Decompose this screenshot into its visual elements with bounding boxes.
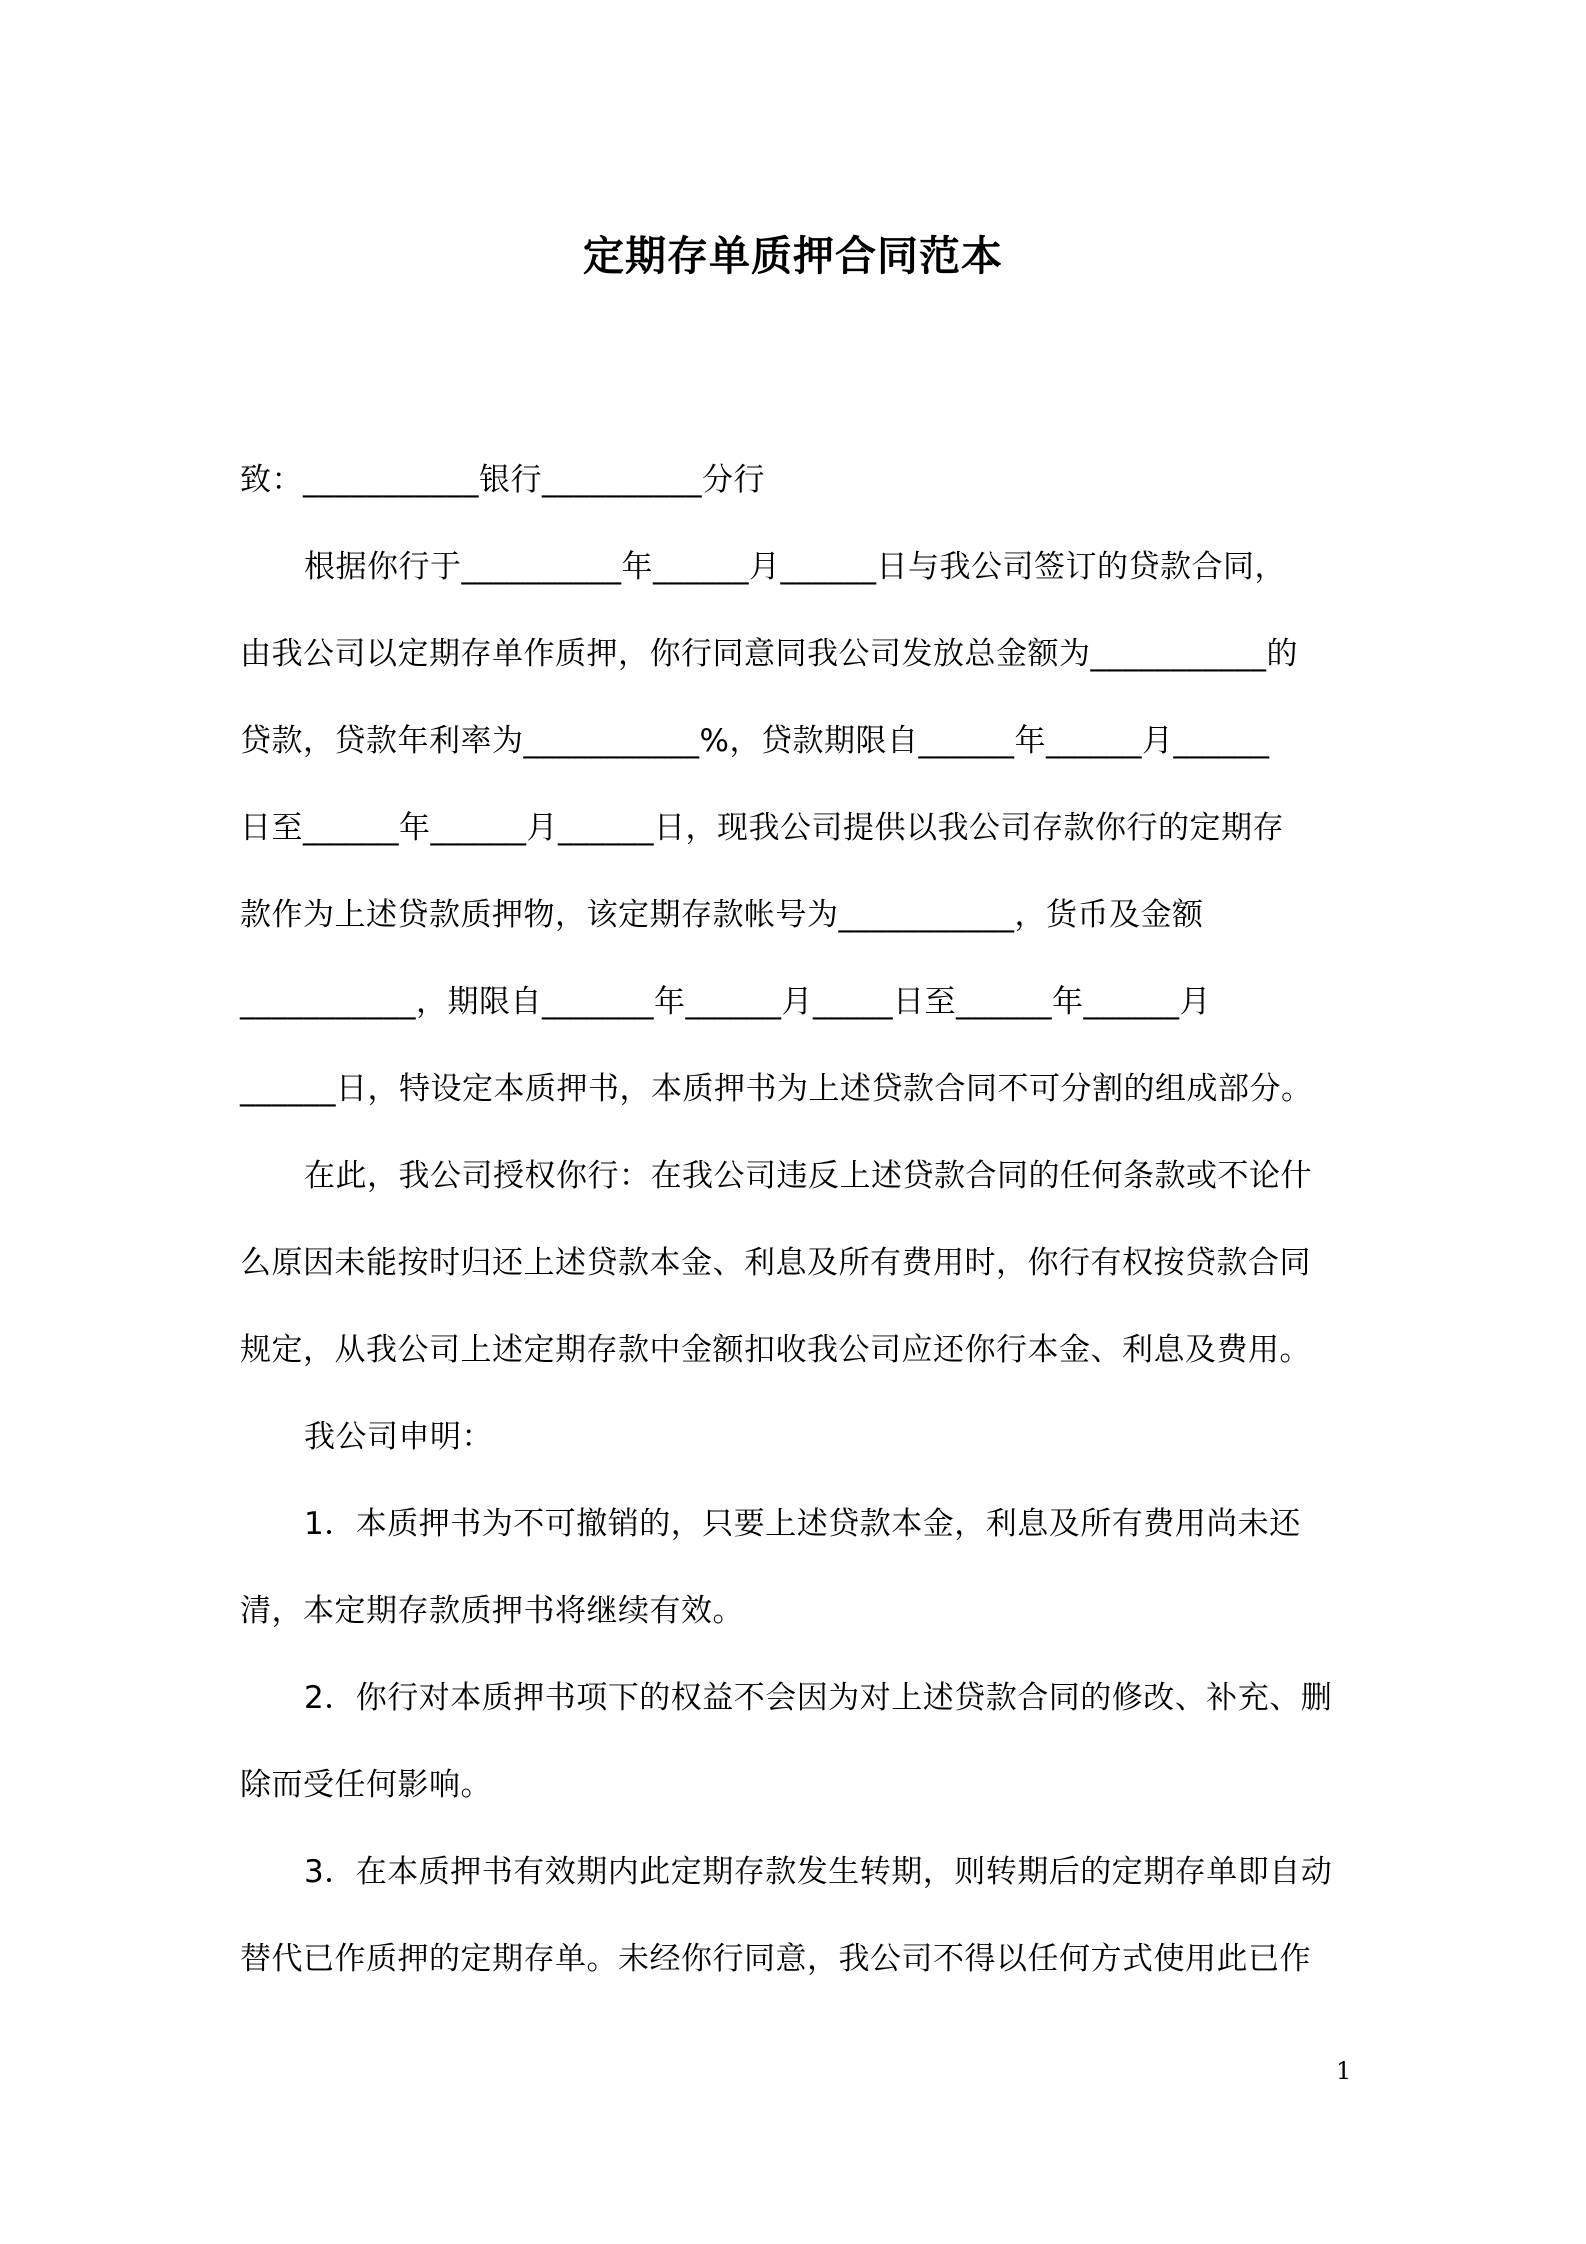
paragraph-line: 根据你行于__________年______月______日与我公司签订的贷款合同， xyxy=(304,549,1286,585)
declaration-heading: 我公司申明： xyxy=(304,1419,493,1455)
clause-line: 3．在本质押书有效期内此定期存款发生转期，则转期后的定期存单即自动 xyxy=(304,1854,1333,1890)
clause-line: 2．你行对本质押书项下的权益不会因为对上述贷款合同的修改、补充、删 xyxy=(304,1680,1333,1716)
document-title: 定期存单质押合同范本 xyxy=(583,232,1003,280)
clause-line: 除而受任何影响。 xyxy=(240,1767,492,1803)
paragraph-line: 在此，我公司授权你行：在我公司违反上述贷款合同的任何条款或不论什 xyxy=(304,1158,1312,1194)
paragraph-line: 日至______年______月______日，现我公司提供以我公司存款你行的定期存 xyxy=(240,810,1284,846)
paragraph-line: 规定，从我公司上述定期存款中金额扣收我公司应还你行本金、利息及费用。 xyxy=(240,1332,1311,1368)
paragraph-line: 款作为上述贷款质押物，该定期存款帐号为___________，货币及金额 xyxy=(240,897,1204,933)
clause-line: 1．本质押书为不可撤销的，只要上述贷款本金，利息及所有费用尚未还 xyxy=(304,1506,1301,1542)
clause-line: 清，本定期存款质押书将继续有效。 xyxy=(240,1593,744,1629)
addressee-line: 致：___________银行__________分行 xyxy=(240,462,765,498)
page-number: 1 xyxy=(1336,2057,1352,2085)
paragraph-line: ___________，期限自_______年______月_____日至______年______月 xyxy=(240,984,1211,1020)
paragraph-line: 由我公司以定期存单作质押，你行同意同我公司发放总金额为___________的 xyxy=(240,636,1298,672)
paragraph-line: 么原因未能按时归还上述贷款本金、利息及所有费用时，你行有权按贷款合同 xyxy=(240,1245,1311,1281)
clause-line: 替代已作质押的定期存单。未经你行同意，我公司不得以任何方式使用此已作 xyxy=(240,1941,1311,1977)
paragraph-line: 贷款，贷款年利率为___________%，贷款期限自______年______月______ xyxy=(240,723,1270,759)
paragraph-line: ______日，特设定本质押书，本质押书为上述贷款合同不可分割的组成部分。 xyxy=(240,1071,1313,1107)
